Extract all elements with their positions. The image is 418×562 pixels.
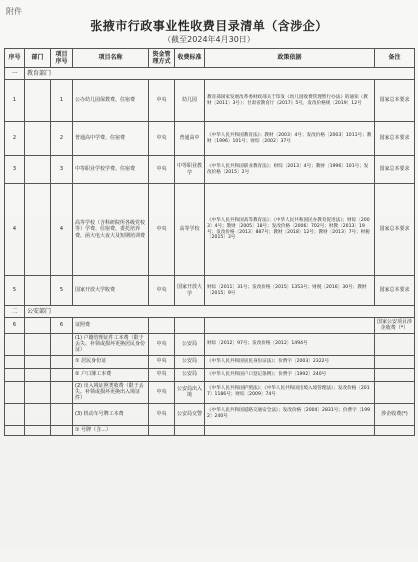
cell-std: 中等职业教学 xyxy=(175,156,205,184)
table-row xyxy=(5,184,415,276)
cell-basis: 教育部国家发展改革委财政部关于印发《幼儿园收费管理暂行办法》的通知（教财〔2011〕3号）；甘肃省教育厅《2017》5号，发改价格规〔2019〕12号 xyxy=(205,80,375,122)
cell-mgmt: 中央 xyxy=(149,156,175,184)
table-row xyxy=(5,80,415,122)
cell-seq xyxy=(5,403,25,425)
table-row xyxy=(5,368,415,381)
header-mgmt: 资金管理方式 xyxy=(149,49,175,68)
cell-dept xyxy=(25,355,51,368)
cell-std: 公安局 xyxy=(175,333,205,355)
cell-mgmt: 中央 xyxy=(149,184,175,276)
cell-seq xyxy=(5,425,25,435)
cell-dept xyxy=(25,80,51,122)
cell-name: 普通高中学费、住宿费 xyxy=(73,122,149,156)
cell-dept xyxy=(25,156,51,184)
cell-mgmt xyxy=(149,425,175,435)
annex-label: 附件 xyxy=(6,7,22,16)
cell-basis xyxy=(205,425,375,435)
cell-std: 普通高中 xyxy=(175,122,205,156)
cell-name: (1) 户籍管理证件工本费（限于丢失、补领或损坏更换居民身份证） xyxy=(73,333,149,355)
cell-note: 涉企收费(*) xyxy=(375,403,415,425)
cell-name: 国家开放大学收费 xyxy=(73,276,149,306)
header-item-no: 项目序号 xyxy=(51,49,73,68)
cell-name: 高等学校（含科研院所各级党校等）学费、住宿费、委托培养费、函大电大夜大及短期培训费 xyxy=(73,184,149,276)
cell-seq: 5 xyxy=(5,276,25,306)
cell-std xyxy=(175,425,205,435)
cell-name: 中等职业学校学费、住宿费 xyxy=(73,156,149,184)
document-title: 张掖市行政事业性收费目录清单（含涉企） xyxy=(90,19,328,33)
cell-note xyxy=(375,355,415,368)
cell-note xyxy=(375,425,415,435)
cell-seq: 2 xyxy=(5,122,25,156)
cell-mgmt: 中央 xyxy=(149,333,175,355)
cell-std: 公安局 xyxy=(175,355,205,368)
cell-no xyxy=(51,381,73,403)
page-bottom-edge xyxy=(0,548,418,562)
cell-note: 国家总本要求 xyxy=(375,156,415,184)
cell-std: 幼儿园 xyxy=(175,80,205,122)
table-row xyxy=(5,403,415,425)
cell-name: ① 号牌（含...） xyxy=(73,425,149,435)
cell-no: 2 xyxy=(51,122,73,156)
cell-no xyxy=(51,355,73,368)
cell-basis: 《中华人民共和国户口登记条例》；价费字〔1992〕240号 xyxy=(205,368,375,381)
cell-name: ② 户口簿工本费 xyxy=(73,368,149,381)
cell-note xyxy=(375,333,415,355)
cell-dept xyxy=(25,333,51,355)
cell-no xyxy=(51,333,73,355)
section-name: 教育部门 xyxy=(25,68,415,80)
cell-no: 1 xyxy=(51,80,73,122)
document-subtitle: （截至2024年4月30日） xyxy=(163,35,255,44)
cell-basis: 财综〔2011〕31号；发改价格〔2015〕1353号；财税〔2016〕30号；教财〔2015〕9号 xyxy=(205,276,375,306)
cell-seq xyxy=(5,381,25,403)
cell-dept xyxy=(25,318,51,334)
cell-dept xyxy=(25,425,51,435)
cell-note: 国家总本要求 xyxy=(375,80,415,122)
cell-name: (3) 机动车号牌工本费 xyxy=(73,403,149,425)
table-row xyxy=(5,276,415,306)
cell-mgmt: 中央 xyxy=(149,122,175,156)
section-number: 二 xyxy=(5,306,25,318)
section-number: 一 xyxy=(5,68,25,80)
table-row xyxy=(5,122,415,156)
section-name: 公安部门 xyxy=(25,306,415,318)
cell-std xyxy=(175,318,205,334)
cell-no: 5 xyxy=(51,276,73,306)
cell-mgmt xyxy=(149,318,175,334)
cell-name: 公办幼儿园保教费、住宿费 xyxy=(73,80,149,122)
cell-seq xyxy=(5,368,25,381)
section-row xyxy=(5,68,415,80)
cell-note: 国家总本要求 xyxy=(375,276,415,306)
table-row xyxy=(5,381,415,403)
header-standard: 收费标准 xyxy=(175,49,205,68)
cell-dept xyxy=(25,122,51,156)
cell-no xyxy=(51,368,73,381)
cell-mgmt: 中央 xyxy=(149,368,175,381)
cell-dept xyxy=(25,381,51,403)
cell-mgmt: 中央 xyxy=(149,276,175,306)
cell-name: 证照费 xyxy=(73,318,149,334)
cell-basis: 《中华人民共和国道路交通安全法》；发改价格〔2004〕2831号；价费字〔1992〕240号 xyxy=(205,403,375,425)
cell-std: 国家开放大学 xyxy=(175,276,205,306)
cell-basis: 《中华人民共和国高等教育法》；《中华人民共和国民办教育促进法》；财综〔2003〕4号；教财〔2005〕18号；发改价格〔2006〕702号；财教〔2013〕19号；发改价格〔2013〕887号；教财〔2018〕12号；教财〔2013〕7号；财税〔2015〕3号 xyxy=(205,184,375,276)
cell-mgmt: 中央 xyxy=(149,355,175,368)
cell-name: (2) 出入境证照类收费（限于丢失、补领或损坏更换出入境证件） xyxy=(73,381,149,403)
cell-note xyxy=(375,381,415,403)
table-row xyxy=(5,318,415,334)
cell-basis: 《中华人民共和国职业教育法》；财综〔2013〕4号；教财〔1996〕101号；发改价格〔2015〕2号 xyxy=(205,156,375,184)
cell-std: 公安局 xyxy=(175,368,205,381)
cell-mgmt: 中央 xyxy=(149,381,175,403)
table-row xyxy=(5,333,415,355)
cell-name: ① 居民身份证 xyxy=(73,355,149,368)
cell-dept xyxy=(25,368,51,381)
fee-list-table xyxy=(4,48,415,436)
cell-no xyxy=(51,403,73,425)
cell-std: 公安局交警 xyxy=(175,403,205,425)
cell-no xyxy=(51,425,73,435)
cell-seq: 6 xyxy=(5,318,25,334)
cell-seq: 1 xyxy=(5,80,25,122)
header-basis: 政策依据 xyxy=(205,49,375,68)
cell-basis: 财综〔2012〕97号；发改价格〔2012〕1494号 xyxy=(205,333,375,355)
cell-note: 国家公安项目涉企收费（*） xyxy=(375,318,415,334)
cell-mgmt: 中央 xyxy=(149,80,175,122)
cell-no: 6 xyxy=(51,318,73,334)
header-item-name: 项目名称 xyxy=(73,49,149,68)
cell-dept xyxy=(25,276,51,306)
table-row xyxy=(5,425,415,435)
cell-mgmt: 中央 xyxy=(149,403,175,425)
table-header-row xyxy=(5,49,415,68)
cell-dept xyxy=(25,184,51,276)
header-note: 备注 xyxy=(375,49,415,68)
cell-dept xyxy=(25,403,51,425)
cell-std: 高等学校 xyxy=(175,184,205,276)
cell-seq: 3 xyxy=(5,156,25,184)
cell-seq xyxy=(5,333,25,355)
header-seq: 序号 xyxy=(5,49,25,68)
section-row xyxy=(5,306,415,318)
cell-note: 国家总本要求 xyxy=(375,122,415,156)
cell-basis: 《中华人民共和国教育法》；教财〔2003〕4号；发改价格〔2003〕1011号；教财〔1996〕101号；财综〔2002〕37号 xyxy=(205,122,375,156)
cell-no: 4 xyxy=(51,184,73,276)
cell-seq: 4 xyxy=(5,184,25,276)
cell-note xyxy=(375,368,415,381)
cell-std: 公安局出入境 xyxy=(175,381,205,403)
cell-basis xyxy=(205,318,375,334)
table-row xyxy=(5,156,415,184)
header-dept: 部门 xyxy=(25,49,51,68)
cell-note: 国家总本要求 xyxy=(375,184,415,276)
cell-basis: 《中华人民共和国护照法》；《中华人民共和国出境入境管理法》；发改价格〔2017〕1186号；财综〔2009〕74号 xyxy=(205,381,375,403)
table-row xyxy=(5,355,415,368)
cell-no: 3 xyxy=(51,156,73,184)
cell-basis: 《中华人民共和国居民身份证法》；价费字〔2003〕2322号 xyxy=(205,355,375,368)
cell-seq xyxy=(5,355,25,368)
